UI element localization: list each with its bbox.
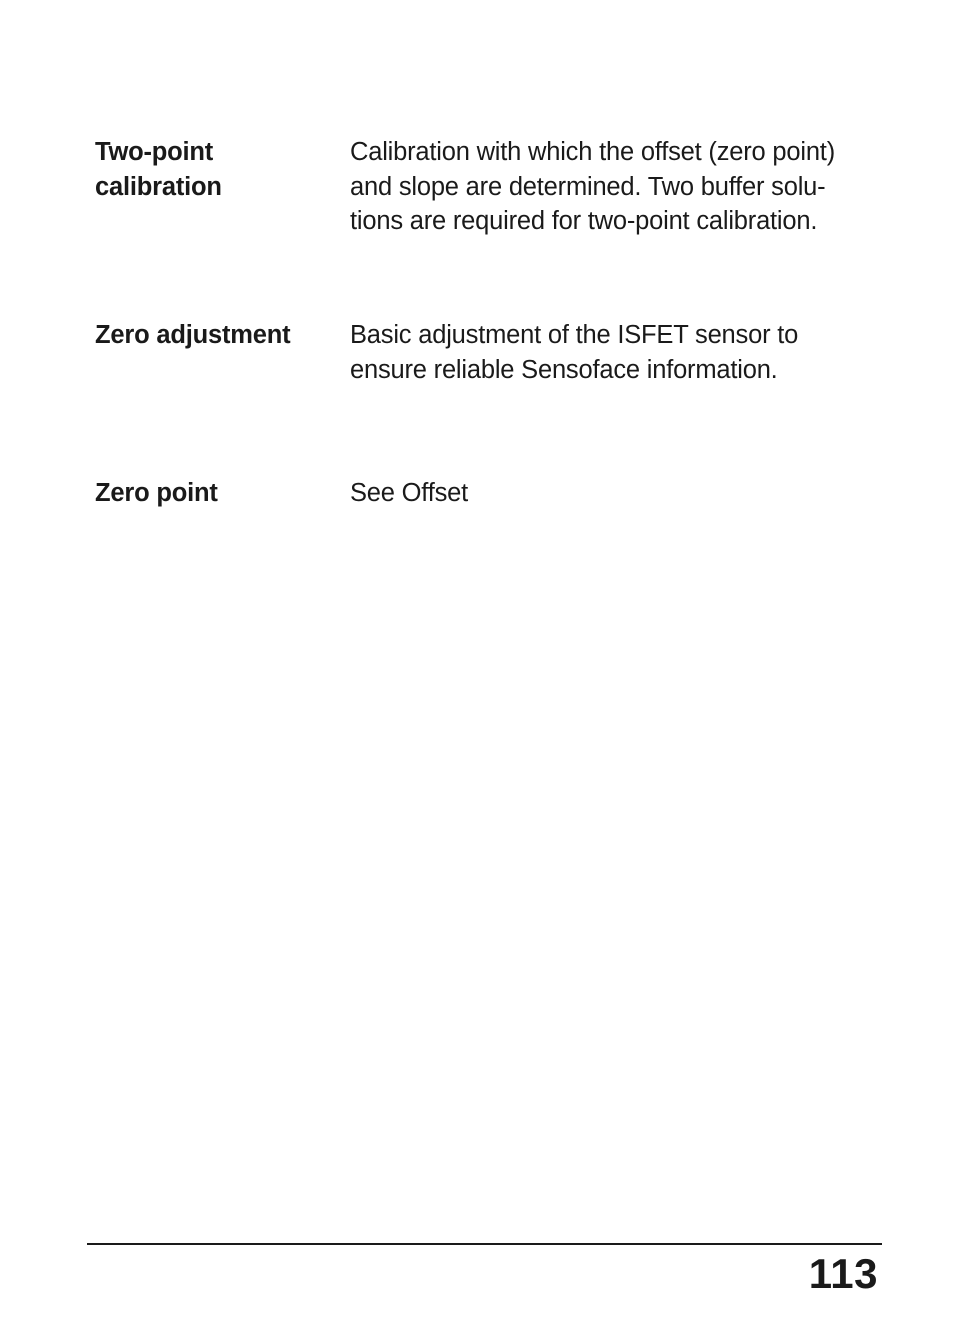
term-line: Two-point <box>95 138 214 166</box>
glossary-definition <box>350 135 910 239</box>
glossary-definition <box>350 476 910 511</box>
glossary-term <box>95 318 335 353</box>
definition-line: See Offset <box>350 479 469 507</box>
definition-line: and slope are determined. Two buffer solu- <box>350 172 826 201</box>
footer-divider <box>87 1243 882 1245</box>
definition-line: Calibration with which the offset (zero point) <box>350 138 835 166</box>
definition-line: tions are required for two-point calibration. <box>350 207 818 235</box>
page-number: 113 <box>808 1250 878 1297</box>
glossary-term <box>95 135 335 204</box>
term-line: Zero point <box>95 479 218 507</box>
definition-line: Basic adjustment of the ISFET sensor to <box>350 321 799 349</box>
term-line: calibration <box>95 172 222 201</box>
definition-line: ensure reliable Sensoface information. <box>350 355 778 384</box>
glossary-definition <box>350 318 910 387</box>
term-line: Zero adjustment <box>95 321 291 349</box>
glossary-term <box>95 476 335 511</box>
